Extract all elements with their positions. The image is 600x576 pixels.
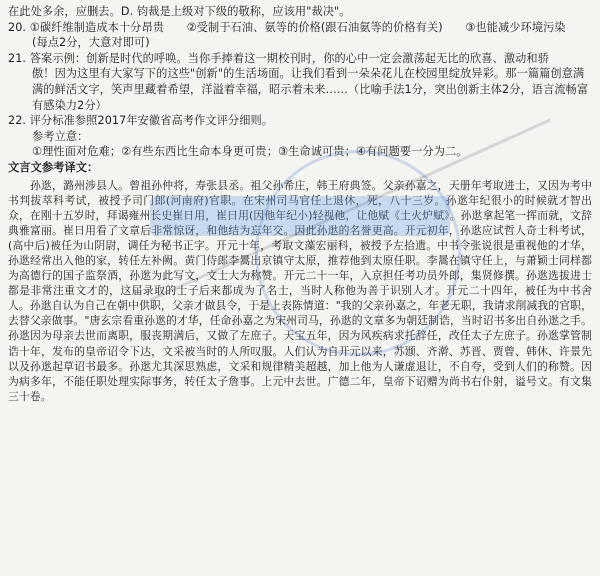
answer-21-line4: 有感染力2分） xyxy=(32,98,107,112)
answer-22-subheading: 参考立意： xyxy=(32,129,89,143)
answer-22-line1: 22. 评分标准参照2017年安徽省高考作文评分细则。 xyxy=(8,114,274,128)
answer-line-19-note: 在此处多余，应删去。D. 钧裁是上级对下级的敬称，应该用"裁决"。 xyxy=(8,5,351,18)
answer-21-line2: 傲！因为这里有大家写下的这些"创新"的生活场面。让我们看到一朵朵花儿在校园里绽放异彩。那一篇篇创意满 xyxy=(32,67,585,81)
answer-20-points: 20. ①碳纤维制造成本十分昂贵 ②受制于石油、氨等的价格(跟石油氨等的价格有关) ③也能减少环境污染 xyxy=(8,20,566,34)
answer-20-scoring: (每点2分，大意对即可) xyxy=(32,36,150,50)
answer-21-line3: 满的鲜活文字，笑声里藏着希望，洋溢着幸福，昭示着未来……（比喻手法1分，突出创新主体2分，语言流畅富 xyxy=(32,82,589,96)
answer-21-line1: 21. 答案示例：创新是时代的呼唤。当你手捧着这一期校刊时，你的心中一定会激荡起无比的欣喜、激动和骄 xyxy=(8,51,549,65)
translation-heading: 文言文参考译文： xyxy=(8,160,99,174)
answer-22-points: ①理性面对危难；②有些东西比生命本身更可贵；③生命诚可贵；④有问题要一分为二。 xyxy=(32,145,468,159)
translation-body: 孙逖，潞州涉县人。曾祖孙仲将，寿张县丞。祖父孙希庄，韩王府典签。父亲孙嘉之，天册年考取进士，又因为考中书判拔萃科考试，被授予司门郎(河南府)官职。在宋州司马官任上退休，死，八十三岁。孙逖年纪很小的时候就才智出众，在刚十五岁时，拜谒雍州长史崔日用，崔日用(因他年纪小)轻视他，让他赋《土火炉赋》。孙逖拿起笔一挥而就，文辞典雅富丽。崔日用看了文章后非常惊讶，和他结为忘年交。因此孙逖的名誉更高。开元初年，孙逖应试哲人奇士科考试，(高中后)被任为山阴尉，调任为秘书正字。开元十年，考取文藻宏丽科，被授予左拾遗。中书令张说很是重视他的才华，孙逖经常出入他的家，转任左补阙。黄门侍郎李暠出京镇守太原，推荐他到太原任职。李暠在镇守任上，与萧颖士同样都为高德行的国子监祭酒，孙逖为此写文，文士大为称赞。开元二十一年，入京担任考功员外郎，集贤修撰。孙逖选拔进士都是非常注重文才的，这届录取的士子后来都成为了名士，当时人称他为善于识别人才。开元二十四年，被任为中书舍人。孙逖自认为自己在朝中供职，父亲才做县令，于是上表陈情道："我的父亲孙嘉之，年老无职，我请求削减我的官职，去替父亲做事。"唐玄宗看重孙逖的才华，任命孙嘉之为宋州司马，孙逖的文章多为朝廷制诰，当时诏书多出自孙逖之手。孙逖因为母亲去世而离职，服丧期满后，又做了左庶子。天宝五年，因为风疾病求托辞任，改任太子左庶子。孙逖掌管制诰十年，发布的皇帝诏令下达，文采被当时的人所叹服。人们认为自开元以来，苏颋、齐澣、苏晋、贾曾、韩休、许景先以及孙逖起草诏书最多。孙逖尤其深思熟虑，文采和规律精美超越，加上他为人谦虚退让，不自夸，受到人们的称赞。因为病多年，不能任职处理实际事务，转任太子詹事。上元中去世。广德二年，皇帝下诏赠为尚书右仆射，谥号文。有文集三十卷。 xyxy=(8,178,592,403)
